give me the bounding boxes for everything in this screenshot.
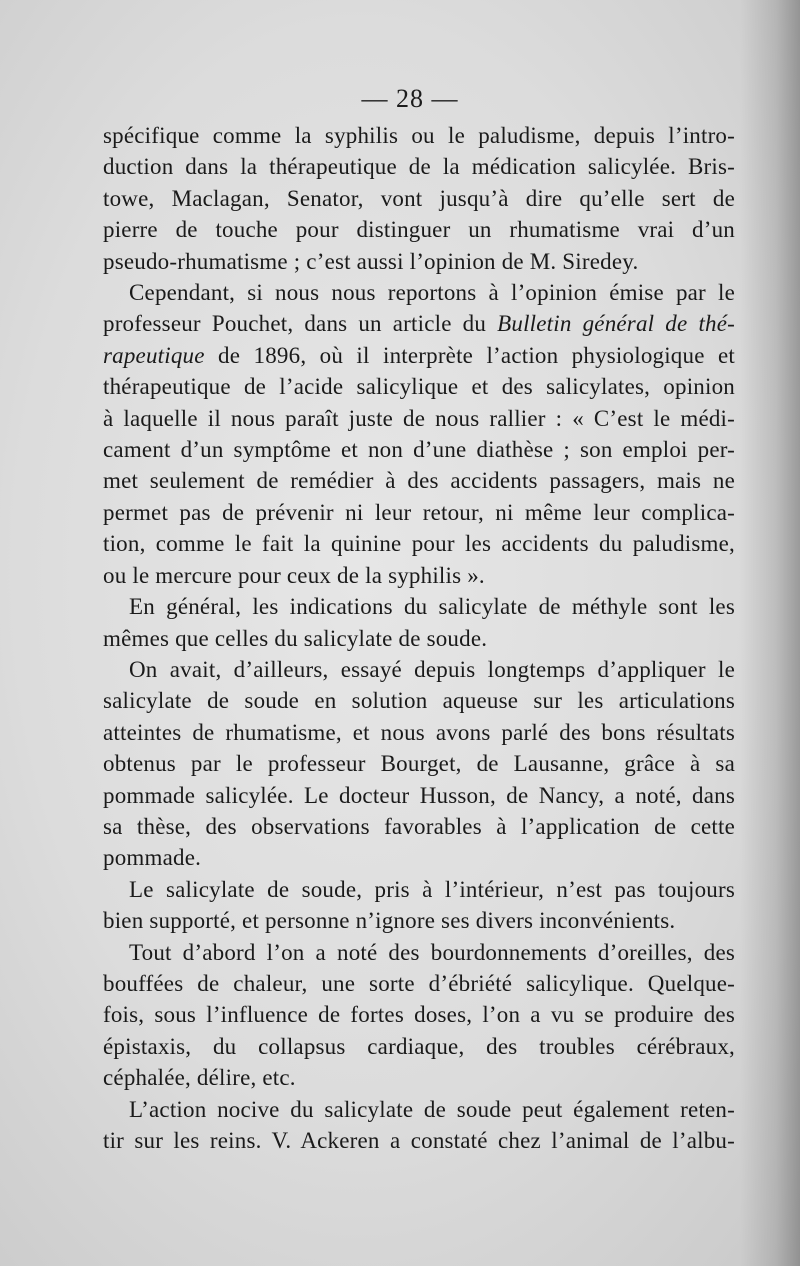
text-line: salicylate de soude en solution aqueuse sur les articulations (103, 688, 735, 714)
line-text: de 1896, où il interprète l’action physiologique et (204, 342, 735, 368)
text-line: cament d’un symptôme et non d’une diathèse ; son emploi per- (103, 437, 735, 463)
text-line: tir sur les reins. V. Ackeren a constaté chez l’animal de l’albu- (103, 1128, 735, 1153)
text-line: pommade salicylée. Le docteur Husson, de Nancy, a noté, dans (103, 782, 735, 808)
text-line: sa thèse, des observations favorables à l’application de cette (103, 813, 735, 839)
text-line: tion, comme le fait la quinine pour les accidents du paludisme, (103, 531, 735, 557)
text-line (103, 340, 735, 371)
text-line: à laquelle il nous paraît juste de nous rallier : « C’est le médi- (103, 405, 735, 431)
italic-text: rapeutique (103, 342, 205, 368)
text-line: met seulement de remédier à des accidents passagers, mais ne (103, 468, 735, 494)
text-line: céphalée, délire, etc. (103, 1065, 296, 1091)
text-line: mêmes que celles du salicylate de soude. (103, 625, 488, 651)
text-line: obtenus par le professeur Bourget, de Lausanne, grâce à sa (103, 751, 735, 777)
text-line: pierre de touche pour distinguer un rhumatisme vrai d’un (103, 217, 735, 243)
text-line: permet pas de prévenir ni leur retour, ni même leur complica- (103, 499, 735, 525)
text-line: fois, sous l’influence de fortes doses, l’on a vu se produire des (103, 1002, 735, 1028)
text-line: pommade. (103, 845, 202, 871)
text-line: Le salicylate de soude, pris à l’intérieur, n’est pas toujours (129, 876, 735, 902)
text-line (103, 308, 735, 339)
text-line: épistaxis, du collapsus cardiaque, des troubles cérébraux, (103, 1033, 735, 1059)
text-line: thérapeutique de l’acide salicylique et des salicylates, opinion (103, 374, 735, 400)
text-line: On avait, d’ailleurs, essayé depuis longtemps d’appliquer le (129, 656, 735, 682)
text-line: towe, Maclagan, Senator, vont jusqu’à dire qu’elle sert de (103, 185, 735, 211)
italic-text: Bulletin général de thé- (497, 311, 735, 337)
text-line: En général, les indications du salicylate de méthyle sont les (129, 594, 735, 620)
page-number: — 28 — (361, 84, 459, 113)
text-line: ou le mercure pour ceux de la syphilis ». (103, 562, 485, 588)
text-line: spécifique comme la syphilis ou le paludisme, depuis l’intro- (103, 123, 735, 148)
text-line: bien supporté, et personne n’ignore ses divers inconvénients. (103, 908, 676, 934)
text-line: Tout d’abord l’on a noté des bourdonnements d’oreilles, des (129, 939, 735, 965)
body-text (103, 120, 735, 1156)
page-gutter-shadow (740, 0, 800, 1266)
line-text: professeur Pouchet, dans un article du (103, 311, 498, 337)
text-line: atteintes de rhumatisme, et nous avons parlé des bons résultats (103, 719, 735, 745)
text-line: duction dans la thérapeutique de la médication salicylée. Bris- (103, 154, 735, 180)
text-line: Cependant, si nous nous reportons à l’opinion émise par le (129, 280, 735, 306)
text-line: pseudo-rhumatisme ; c’est aussi l’opinion de M. Siredey. (103, 248, 639, 274)
text-line: L’action nocive du salicylate de soude peut également reten- (129, 1096, 735, 1122)
text-line: bouffées de chaleur, une sorte d’ébriété salicylique. Quelque- (103, 970, 735, 996)
